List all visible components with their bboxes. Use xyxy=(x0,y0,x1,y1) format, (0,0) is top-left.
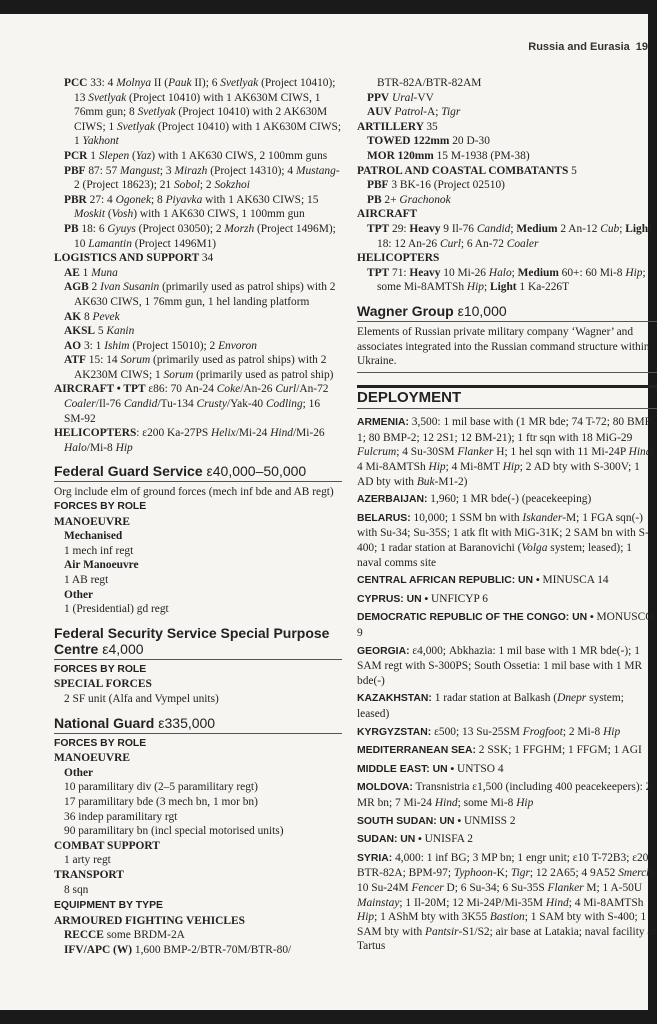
fss-heading: Federal Security Service Special Purpose Centre ε4,000 xyxy=(54,625,342,660)
navy-entry: PCR 1 Slepen (Yaz) with 1 AK630 CIWS, 2 100mm guns xyxy=(64,149,328,162)
fss-forces-by-role: FORCES BY ROLE xyxy=(54,663,147,675)
ng-combat-support: COMBAT SUPPORT xyxy=(54,839,160,852)
page-number: 19 xyxy=(635,41,648,53)
ng-patrol: PATROL AND COASTAL COMBATANTS 5 xyxy=(357,164,577,177)
ng-ppv: PPV Ural-VV xyxy=(367,91,434,104)
wagner-desc: Elements of Russian private military company ‘Wagner’ and associates integrated into the Russian command structure within Ukraine. xyxy=(357,325,657,373)
ng-other-item: 90 paramilitary bn (incl special motorised units) xyxy=(64,825,284,838)
deployment-entry: BELARUS: 10,000; 1 SSM bn with Iskander-M; 1 FGA sqn(-) with Su-34; Su-35S; 1 atk flt with MiG-31K; 2 SAM bn with S-400; 1 radar station at Baranovichi (Volga system; leased); 1 naval comms site xyxy=(357,511,649,569)
ng-forces-by-role: FORCES BY ROLE xyxy=(54,737,147,749)
ng-heli-tpt: TPT 71: Heavy 10 Mi-26 Halo; Medium 60+: 60 Mi-8 Hip; some Mi-8AMTSh Hip; Light 1 Ka-226T xyxy=(367,266,646,294)
navy-entry: HELICOPTERS: ε200 Ka-27PS Helix/Mi-24 Hind/Mi-26 Halo/Mi-8 Hip xyxy=(54,427,325,454)
ng-other: Other xyxy=(64,766,94,779)
deployment-entry: SOUTH SUDAN: UN • UNMISS 2 xyxy=(357,814,516,827)
running-header xyxy=(528,41,648,53)
ng-aircraft-tpt: TPT 29: Heavy 9 Il-76 Candid; Medium 2 An-12 Cub; Light 18: 12 An-26 Curl; 6 An-72 Coaler xyxy=(367,222,652,250)
fgs-other: Other xyxy=(64,588,94,601)
deployment-entry: GEORGIA: ε4,000; Abkhazia: 1 mil base with 1 MR bde(-); 1 SAM regt with S-300PS; South Ossetia: 1 mil base with 1 MR bde(-) xyxy=(357,644,643,687)
navy-entry: ATF 15: 14 Sorum (primarily used as patrol ships) with 2 AK230M CIWS; 1 Sorum (primarily used as patrol ship) xyxy=(64,354,334,381)
ng-towed: TOWED 122mm 20 D-30 xyxy=(367,135,490,148)
fgs-air-manoeuvre: Air Manoeuvre xyxy=(64,559,139,572)
fgs-air-manoeuvre-item: 1 AB regt xyxy=(64,574,109,586)
navy-entry: PBF 87: 57 Mangust; 3 Mirazh (Project 14310); 4 Mustang-2 (Project 18623); 21 Sobol; 2 Sokzhoi xyxy=(64,164,340,192)
left-column xyxy=(54,76,342,957)
ng-equipment: EQUIPMENT BY TYPE xyxy=(54,900,163,912)
document-page xyxy=(0,14,656,1010)
ng-artillery: ARTILLERY 35 xyxy=(357,120,438,133)
deployment-entry: CENTRAL AFRICAN REPUBLIC: UN • MINUSCA 14 xyxy=(357,574,609,587)
deployment-entry: DEMOCRATIC REPUBLIC OF THE CONGO: UN • MONUSCO 9 xyxy=(357,611,654,639)
ng-transport-item: 8 sqn xyxy=(64,883,89,896)
fgs-org: Org include elm of ground forces (mech inf bde and AB regt) xyxy=(54,486,334,499)
deployment-entry: MEDITERRANEAN SEA: 2 SSK; 1 FFGHM; 1 FFGM; 1 AGI xyxy=(357,744,642,757)
navy-entry: PB 18: 6 Gyuys (Project 03050); 2 Morzh (Project 1496M); 10 Lamantin (Project 1496M1) xyxy=(64,222,336,250)
deployment-entry: SUDAN: UN • UNISFA 2 xyxy=(357,833,473,846)
ng-pb: PB 2+ Grachonok xyxy=(367,193,451,206)
bottom-bar xyxy=(0,1010,648,1024)
navy-entry: AKSL 5 Kanin xyxy=(64,325,135,338)
deployment-entry: SYRIA: 4,000: 1 inf BG; 3 MP bn; 1 engr unit; ε10 T-72B3; ε20 BTR-82A; BPM-97; Typhoon-K; Tigr; 12 2A65; 4 9A52 Smerch; 10 Su-24M Fencer D; 6 Su-34; 6 Su-35S Flanker M; 1 A-50U Mainstay; 1 Il-20M; 12 Mi-24P/Mi-35M Hind; 4 Mi-8AMTSh Hip; 1 AShM bty with 3K55 Bastion; 1 SAM bty with S-400; 1 SAM bty with Pantsir-S1/S2; air base at Latakia; naval facility at Tartus xyxy=(357,851,656,953)
deployment-list xyxy=(357,415,657,954)
fgs-other-item: 1 (Presidential) gd regt xyxy=(64,603,169,616)
fgs-manoeuvre: MANOEUVRE xyxy=(54,515,130,528)
navy-entry: AIRCRAFT • TPT ε86: 70 An-24 Coke/An-26 Curl/An-72 Coaler/Il-76 Candid/Tu-134 Crusty/Yak-40 Codling; 16 SM-92 xyxy=(54,383,329,425)
ng-other-item: 10 paramilitary div (2–5 paramilitary regt) xyxy=(64,781,258,794)
deployment-entry: AZERBAIJAN: 1,960; 1 MR bde(-) (peacekeeping) xyxy=(357,493,592,506)
navy-entry: AGB 2 Ivan Susanin (primarily used as patrol ships) with 2 AK630 CIWS, 1 76mm gun, 1 hel landing platform xyxy=(64,281,336,308)
ng-other-item: 17 paramilitary bde (3 mech bn, 1 mor bn) xyxy=(64,795,258,808)
fgs-mechanised-item: 1 mech inf regt xyxy=(64,544,134,557)
navy-entry: AO 3: 1 Ishim (Project 15010); 2 Envoron xyxy=(64,339,257,352)
ng-ifv-apc-cont: BTR-82A/BTR-82AM xyxy=(377,77,482,89)
deployment-entry: CYPRUS: UN • UNFICYP 6 xyxy=(357,592,488,605)
ng-ifv-apc: IFV/APC (W) 1,600 BMP-2/BTR-70M/BTR-80/ xyxy=(64,943,292,956)
fgs-mechanised: Mechanised xyxy=(64,530,123,543)
deployment-entry: KYRGYZSTAN: ε500; 13 Su-25SM Frogfoot; 2 Mi-8 Hip xyxy=(357,725,621,738)
ng-mor: MOR 120mm 15 M-1938 (PM-38) xyxy=(367,149,530,162)
ng-combat-support-item: 1 arty regt xyxy=(64,854,111,867)
deployment-entry: MIDDLE EAST: UN • UNTSO 4 xyxy=(357,762,504,775)
navy-entry: LOGISTICS AND SUPPORT 34 xyxy=(54,252,214,265)
navy-entry: PCC 33: 4 Molnya II (Pauk II); 6 Svetlyak (Project 10410); 13 Svetlyak (Project 10410) with 1 AK630M CIWS, 1 76mm gun; 8 Svetlyak (Project 10410) with 2 AK630M CIWS; 1 Svetlyak (Project 10410) with 1 AK630M CIWS; 1 Yakhont xyxy=(64,77,342,148)
ng-recce: RECCE some BRDM-2A xyxy=(64,929,185,942)
navy-entry: AK 8 Pevek xyxy=(64,310,120,323)
ng-auv: AUV Patrol-A; Tigr xyxy=(367,106,461,119)
fgs-heading: Federal Guard Service ε40,000–50,000 xyxy=(54,463,342,482)
fss-item: 2 SF unit (Alfa and Vympel units) xyxy=(64,692,219,705)
ng-afv: ARMOURED FIGHTING VEHICLES xyxy=(54,914,245,927)
ng-manoeuvre: MANOEUVRE xyxy=(54,752,130,765)
fss-special-forces: SPECIAL FORCES xyxy=(54,678,152,691)
ng-aircraft: AIRCRAFT xyxy=(357,208,418,221)
navy-entry: PBR 27: 4 Ogonek; 8 Piyavka with 1 AK630 CIWS; 15 Moskit (Vosh) with 1 AK630 CIWS, 1 100mm gun xyxy=(64,193,319,221)
deployment-heading: DEPLOYMENT xyxy=(357,385,657,410)
deployment-entry: MOLDOVA: Transnistria ε1,500 (including 400 peacekeepers): 2 MR bn; 7 Mi-24 Hind; some Mi-8 Hip xyxy=(357,781,652,809)
ng-other-item: 36 indep paramilitary rgt xyxy=(64,810,178,823)
deployment-entry: ARMENIA: 3,500: 1 mil base with (1 MR bde; 74 T-72; 80 BMP-1; 80 BMP-2; 12 2S1; 12 BM-21); 1 ftr sqn with 18 MiG-29 Fulcrum; 4 Su-30SM Flanker H; 1 hel sqn with 11 Mi-24P Hind; 4 Mi-8AMTSh Hip; 4 Mi-8MT Hip; 2 AD bty with S-300V; 1 AD bty with Buk-M1-2) xyxy=(357,416,655,488)
ng-heading: National Guard ε335,000 xyxy=(54,715,342,734)
fgs-forces-by-role: FORCES BY ROLE xyxy=(54,501,147,513)
navy-entry: AE 1 Muna xyxy=(64,266,118,279)
wagner-heading: Wagner Group ε10,000 xyxy=(357,303,657,322)
right-column xyxy=(357,76,657,954)
ng-transport: TRANSPORT xyxy=(54,868,124,881)
navy-entries xyxy=(54,76,342,455)
deployment-entry: KAZAKHSTAN: 1 radar station at Balkash (Dnepr system; leased) xyxy=(357,692,624,720)
ng-pbf: PBF 3 BK-16 (Project 02510) xyxy=(367,179,505,192)
header-section: Russia and Eurasia xyxy=(528,41,630,53)
ng-helicopters: HELICOPTERS xyxy=(357,252,440,265)
